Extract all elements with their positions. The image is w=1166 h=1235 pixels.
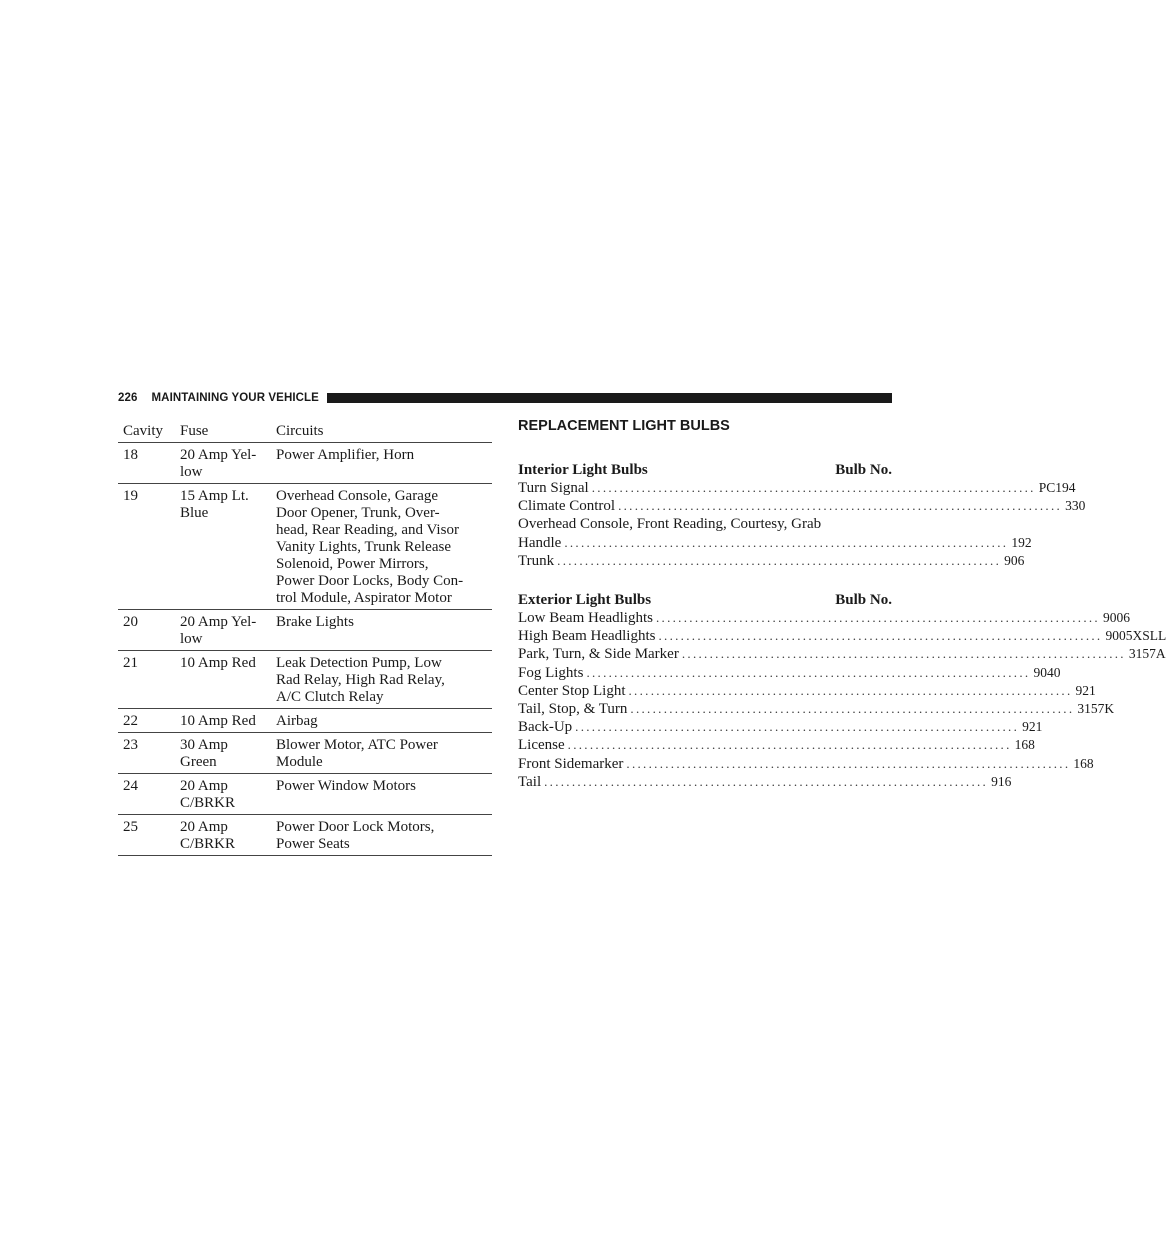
leader-dots: ................................................................................ xyxy=(655,610,1100,625)
header-rule xyxy=(327,393,892,403)
leader-dots: ................................................................................ xyxy=(544,773,989,789)
circuits-cell-line: Power Amplifier, Horn xyxy=(276,447,415,463)
circuits-cell xyxy=(276,488,492,607)
exterior-bulb-no-label: Bulb No. xyxy=(835,592,892,608)
bulb-name: Trunk xyxy=(518,552,555,569)
leader-dots: ................................................................................ xyxy=(586,664,1031,680)
bulb-row xyxy=(518,609,1130,627)
bulb-number: 192 xyxy=(1011,534,1032,550)
bulb-row xyxy=(518,682,1096,700)
fuse-table xyxy=(118,423,492,856)
interior-heading xyxy=(518,461,892,479)
cavity-cell: 19 xyxy=(123,488,138,504)
circuits-cell-line: Power Door Locks, Body Con- xyxy=(276,573,464,589)
circuits-cell-line: Overhead Console, Garage xyxy=(276,488,439,504)
fuse-table-row xyxy=(118,484,492,610)
fuse-cell xyxy=(180,655,276,706)
fuse-cell xyxy=(180,819,276,853)
bulb-number: 921 xyxy=(1022,719,1043,735)
bulb-name: High Beam Headlights xyxy=(518,628,656,645)
bulb-number: 3157K xyxy=(1077,701,1115,717)
circuits-cell-line: head, Rear Reading, and Visor xyxy=(276,522,459,538)
bulb-number: 921 xyxy=(1075,682,1096,698)
fuse-cell-line: 20 Amp xyxy=(180,819,228,835)
bulb-row xyxy=(518,627,1166,645)
bulb-number: 330 xyxy=(1065,498,1086,514)
fuse-cell xyxy=(180,614,276,648)
fuse-cell-line: Green xyxy=(180,754,217,770)
bulb-name: Turn Signal xyxy=(518,480,589,496)
fuse-table-row xyxy=(118,709,492,733)
bulb-number: 168 xyxy=(1014,737,1035,753)
fuse-cell-line: C/BRKR xyxy=(180,795,236,811)
circuits-cell-line: Power Window Motors xyxy=(276,778,416,794)
leader-dots: ................................................................................ xyxy=(575,719,1020,735)
bulb-row xyxy=(518,497,1086,515)
circuits-cell xyxy=(276,655,492,706)
cavity-cell: 25 xyxy=(123,819,138,835)
leader-dots: ................................................................................ xyxy=(630,701,1075,717)
leader-dots: ................................................................................ xyxy=(564,534,1009,550)
interior-bulb-no-label: Bulb No. xyxy=(835,462,892,478)
fuse-cell xyxy=(180,488,276,607)
exterior-heading-label: Exterior Light Bulbs xyxy=(518,592,652,608)
exterior-bulbs xyxy=(518,591,1166,791)
cavity-cell: 23 xyxy=(123,737,138,753)
fuse-cell-line: 15 Amp Lt. xyxy=(180,488,249,504)
bulb-name: Center Stop Light xyxy=(518,682,626,699)
bulb-name: Tail xyxy=(518,773,542,790)
bulb-name: Fog Lights xyxy=(518,664,584,681)
bulb-number: 9040 xyxy=(1033,664,1061,680)
bulb-number: 916 xyxy=(991,773,1012,789)
bulb-row xyxy=(518,664,1061,682)
circuits-cell-line: Door Opener, Trunk, Over- xyxy=(276,505,440,521)
col-fuse: Fuse xyxy=(180,423,209,439)
bulb-row xyxy=(518,700,1115,718)
page-number: 226 xyxy=(118,392,138,404)
section-title-header: MAINTAINING YOUR VEHICLE xyxy=(151,392,319,404)
bulb-number: 9006 xyxy=(1102,610,1130,625)
circuits-cell-line: Vanity Lights, Trunk Release xyxy=(276,539,451,555)
leader-dots: ................................................................................ xyxy=(658,628,1103,644)
circuits-cell-line: Power Door Lock Motors, xyxy=(276,819,435,835)
interior-bulbs xyxy=(518,461,1086,570)
bulb-row xyxy=(518,718,1043,736)
cavity-cell: 21 xyxy=(123,655,138,671)
fuse-table-row xyxy=(118,733,492,774)
fuse-cell-line: low xyxy=(180,464,203,480)
fuse-cell-line: 20 Amp Yel- xyxy=(180,447,257,463)
fuse-cell xyxy=(180,447,276,481)
replacement-bulbs-title: REPLACEMENT LIGHT BULBS xyxy=(518,418,730,434)
circuits-cell xyxy=(276,713,492,730)
bulb-name: Back-Up xyxy=(518,719,573,736)
bulb-row xyxy=(518,773,1012,791)
fuse-cell-line: Blue xyxy=(180,505,209,521)
col-cavity: Cavity xyxy=(123,423,163,439)
col-circuits: Circuits xyxy=(276,423,324,439)
circuits-cell xyxy=(276,447,492,481)
cavity-cell: 22 xyxy=(123,713,138,729)
bulb-name: License xyxy=(518,737,565,754)
cavity-cell: 18 xyxy=(123,447,138,463)
bulb-number: 9005XSLL xyxy=(1105,628,1166,644)
fuse-table-row xyxy=(118,774,492,815)
bulb-name: Climate Control xyxy=(518,498,616,515)
interior-heading-label: Interior Light Bulbs xyxy=(518,462,648,478)
circuits-cell-line: Brake Lights xyxy=(276,614,354,630)
fuse-cell-line: C/BRKR xyxy=(180,836,236,852)
fuse-table-row xyxy=(118,443,492,484)
bulb-row xyxy=(518,479,1076,497)
circuits-cell-line: Module xyxy=(276,754,323,770)
page-header xyxy=(118,390,892,406)
circuits-cell-line: Leak Detection Pump, Low xyxy=(276,655,442,671)
fuse-cell-line: 20 Amp xyxy=(180,778,228,794)
leader-dots: ................................................................................ xyxy=(626,755,1071,771)
fuse-cell-line: 30 Amp xyxy=(180,737,228,753)
leader-dots: ................................................................................ xyxy=(681,646,1126,662)
cavity-cell: 24 xyxy=(123,778,138,794)
leader-dots: ................................................................................ xyxy=(618,498,1063,514)
circuits-cell xyxy=(276,737,492,771)
circuits-cell-line: trol Module, Aspirator Motor xyxy=(276,590,452,606)
fuse-table-header xyxy=(118,423,492,443)
bulb-name-continued: Overhead Console, Front Reading, Courtesy, Grab xyxy=(518,516,822,533)
circuits-cell-line: Airbag xyxy=(276,713,318,729)
fuse-table-row xyxy=(118,815,492,856)
bulb-name: Handle xyxy=(518,534,562,551)
leader-dots: ................................................................................ xyxy=(591,480,1036,495)
fuse-cell-line: low xyxy=(180,631,203,647)
fuse-table-row xyxy=(118,610,492,651)
fuse-cell xyxy=(180,778,276,812)
bulb-row xyxy=(518,755,1094,773)
bulb-row xyxy=(518,736,1035,754)
bulb-name: Tail, Stop, & Turn xyxy=(518,701,628,718)
bulb-number: 906 xyxy=(1004,552,1025,568)
bulb-row xyxy=(518,552,1025,570)
fuse-cell-line: 10 Amp Red xyxy=(180,655,256,671)
fuse-cell xyxy=(180,737,276,771)
circuits-cell xyxy=(276,778,492,812)
circuits-cell-line: Blower Motor, ATC Power xyxy=(276,737,438,753)
circuits-cell xyxy=(276,614,492,648)
circuits-cell-line: Solenoid, Power Mirrors, xyxy=(276,556,429,572)
exterior-heading xyxy=(518,591,892,609)
bulb-number: PC194 xyxy=(1038,480,1076,495)
bulb-name: Low Beam Headlights xyxy=(518,610,653,626)
bulb-name: Front Sidemarker xyxy=(518,755,624,772)
circuits-cell-line: Power Seats xyxy=(276,836,350,852)
bulb-number: 168 xyxy=(1073,755,1094,771)
leader-dots: ................................................................................ xyxy=(628,682,1073,698)
fuse-table-row xyxy=(118,651,492,709)
bulb-name: Park, Turn, & Side Marker xyxy=(518,646,679,663)
bulb-row xyxy=(518,534,1032,552)
bulb-row xyxy=(518,645,1166,663)
fuse-cell xyxy=(180,713,276,730)
fuse-cell-line: 10 Amp Red xyxy=(180,713,256,729)
fuse-cell-line: 20 Amp Yel- xyxy=(180,614,257,630)
circuits-cell xyxy=(276,819,492,853)
leader-dots: ................................................................................ xyxy=(567,737,1012,753)
cavity-cell: 20 xyxy=(123,614,138,630)
bulb-number: 3157A xyxy=(1128,646,1166,662)
circuits-cell-line: Rad Relay, High Rad Relay, xyxy=(276,672,445,688)
leader-dots: ................................................................................ xyxy=(557,552,1002,568)
circuits-cell-line: A/C Clutch Relay xyxy=(276,689,384,705)
